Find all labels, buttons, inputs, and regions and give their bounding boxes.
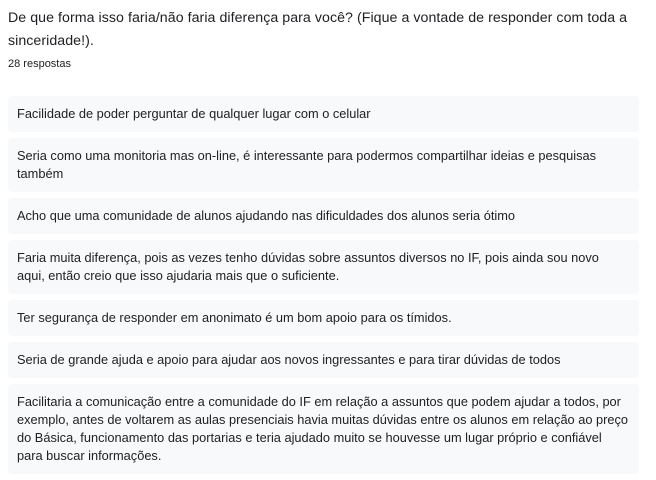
response-item: Seria de grande ajuda e apoio para ajudar aos novos ingressantes e para tirar dúvidas de todos bbox=[8, 342, 639, 378]
response-list bbox=[8, 96, 639, 480]
response-item: Faria muita diferença, pois as vezes tenho dúvidas sobre assuntos diversos no IF, pois ainda sou novo aqui, então creio que isso ajudaria mais que o suficiente. bbox=[8, 240, 639, 294]
response-item: Acho que uma comunidade de alunos ajudando nas dificuldades dos alunos seria ótimo bbox=[8, 198, 639, 234]
response-item: Facilitaria a comunicação entre a comunidade do IF em relação a assuntos que podem ajudar a todos, por exemplo, antes de voltarem as aulas presenciais havia muitas dúvidas entre os alunos em relação ao preço do Básica, funcionamento das portarias e teria ajudado muito se houvesse um lugar próprio e confiável para buscar informações. bbox=[8, 384, 639, 474]
response-item: Facilidade de poder perguntar de qualquer lugar com o celular bbox=[8, 96, 639, 132]
response-item: Ter segurança de responder em anonimato é um bom apoio para os tímidos. bbox=[8, 300, 639, 336]
response-count: 28 respostas bbox=[8, 58, 71, 70]
response-item: Seria como uma monitoria mas on-line, é interessante para podermos compartilhar ideias e pesquisas também bbox=[8, 138, 639, 192]
question-title: De que forma isso faria/não faria diferença para você? (Fique a vontade de responder com toda a sinceridade!). bbox=[8, 10, 628, 49]
